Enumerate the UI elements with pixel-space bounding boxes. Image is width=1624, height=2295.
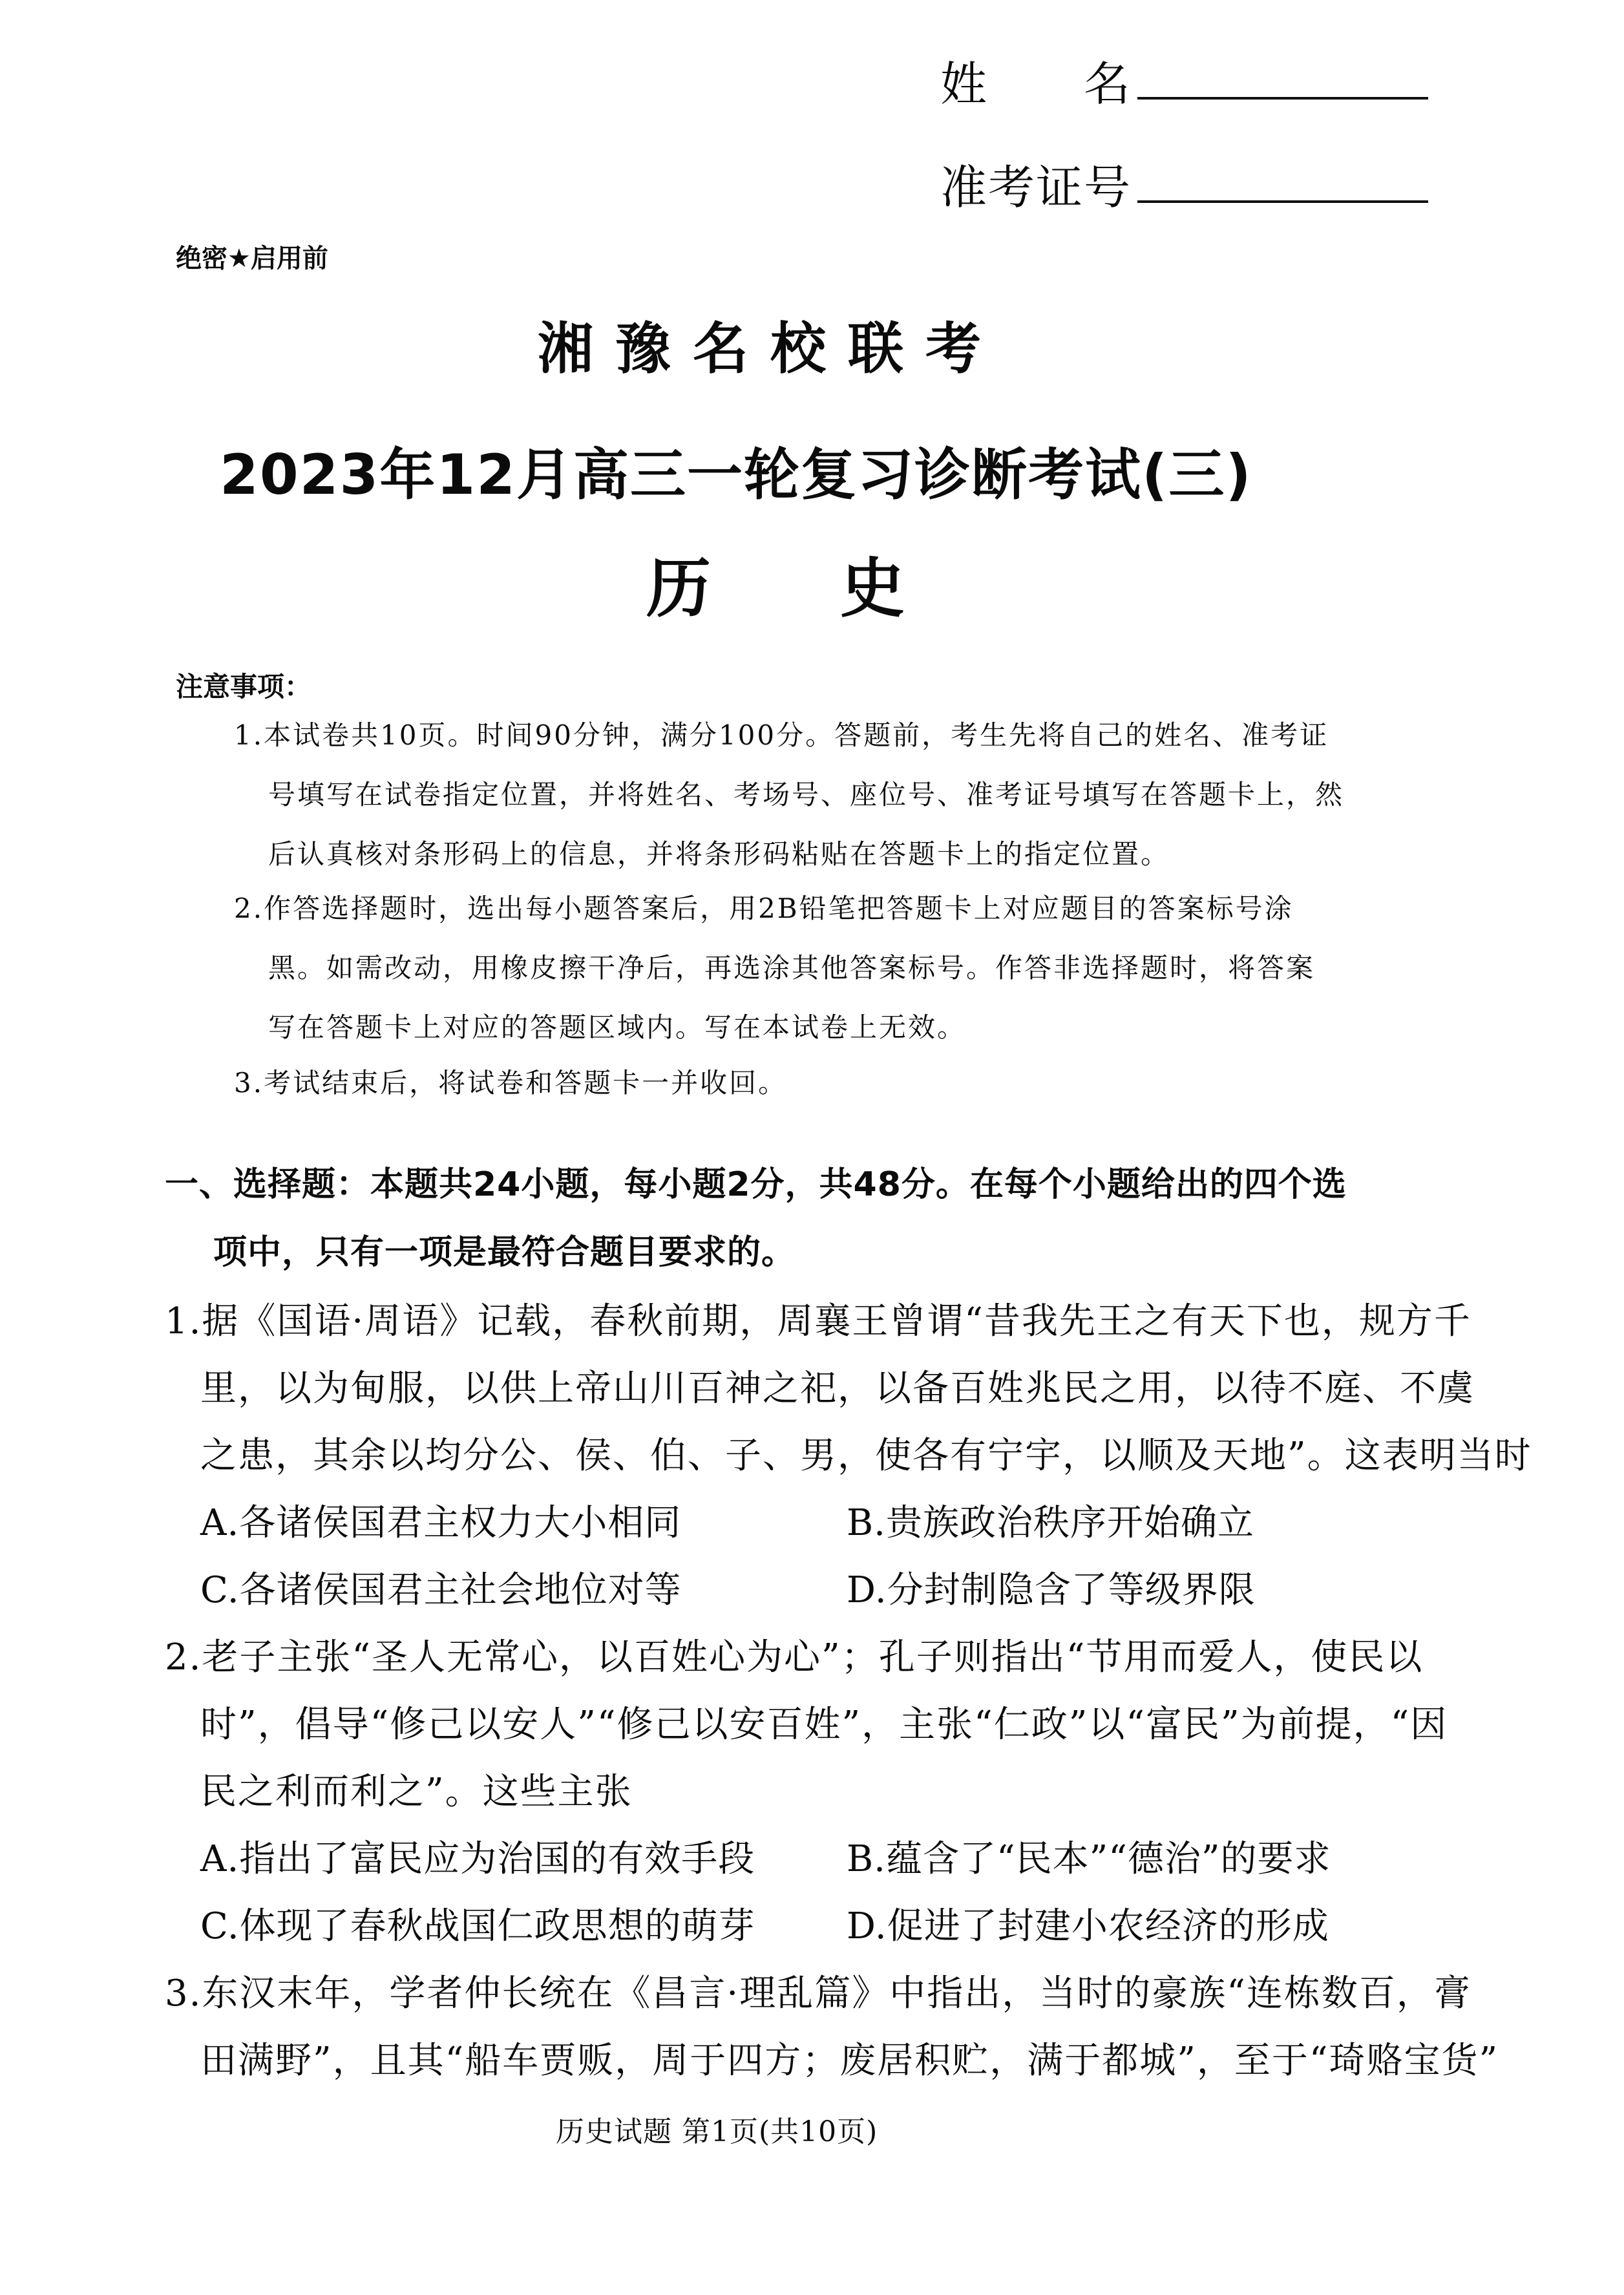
note-line: 后认真核对条形码上的信息，并将条形码粘贴在答题卡上的指定位置。: [268, 838, 1170, 870]
exam-union-title: 湘豫名校联考: [538, 317, 1003, 381]
exam-id-field-line[interactable]: [1137, 200, 1428, 203]
note-line: 号填写在试卷指定位置，并将姓名、考场号、座位号、准考证号填写在答题卡上，然: [268, 779, 1345, 810]
question-3-text: 3.东汉末年，学者仲长统在《昌言·理乱篇》中指出，当时的豪族“连栋数百，膏: [165, 1972, 1471, 2015]
question-1-option-a[interactable]: A.各诸侯国君主权力大小相同: [200, 1502, 682, 1544]
exam-id-label: 准考证号: [940, 160, 1132, 215]
question-3-text: 田满野”，且其“船车贾贩，周于四方；废居积贮，满于都城”，至于“琦赂宝货”: [200, 2040, 1499, 2082]
question-1-option-c[interactable]: C.各诸侯国君主社会地位对等: [200, 1569, 682, 1611]
question-1-option-d[interactable]: D.分封制隐含了等级界限: [847, 1569, 1256, 1611]
note-line: 3.考试结束后，将试卷和答题卡一并收回。: [234, 1067, 788, 1099]
section-heading-cont: 项中，只有一项是最符合题目要求的。: [213, 1233, 796, 1272]
question-2-text: 时”，倡导“修己以安人”“修己以安百姓”，主张“仁政”以“富民”为前提，“因: [200, 1704, 1448, 1746]
note-line: 写在答题卡上对应的答题区域内。写在本试卷上无效。: [268, 1011, 967, 1043]
note-line: 黑。如需改动，用橡皮擦干净后，再选涂其他答案标号。作答非选择题时，将答案: [268, 952, 1316, 984]
page-footer: 历史试题 第1页(共10页): [556, 2115, 878, 2148]
note-line: 1.本试卷共10页。时间90分钟，满分100分。答题前，考生先将自己的姓名、准考证: [234, 719, 1329, 751]
section-heading: 一、选择题：本题共24小题，每小题2分，共48分。在每个小题给出的四个选: [165, 1165, 1347, 1204]
question-2-text: 2.老子主张“圣人无常心，以百姓心为心”；孔子则指出“节用而爱人，使民以: [165, 1636, 1424, 1678]
question-2-option-b[interactable]: B.蕴含了“民本”“德治”的要求: [847, 1838, 1331, 1880]
notes-heading: 注意事项：: [176, 671, 312, 703]
name-label: 姓 名: [940, 57, 1132, 111]
question-1-text: 1.据《国语·周语》记载，春秋前期，周襄王曾谓“昔我先王之有天下也，规方千: [165, 1300, 1471, 1342]
subject-title: 历 史: [646, 551, 905, 626]
question-1-text: 之患，其余以均分公、侯、伯、子、男，使各有宁宇，以顺及天地”。这表明当时: [200, 1435, 1532, 1477]
exam-title: 2023年12月高三一轮复习诊断考试(三): [220, 443, 1252, 507]
question-2-text: 民之利而利之”。这些主张: [200, 1771, 633, 1813]
question-2-option-a[interactable]: A.指出了富民应为治国的有效手段: [200, 1838, 755, 1880]
note-line: 2.作答选择题时，选出每小题答案后，用2B铅笔把答题卡上对应题目的答案标号涂: [234, 893, 1294, 924]
question-1-option-b[interactable]: B.贵族政治秩序开始确立: [847, 1502, 1254, 1544]
question-2-option-d[interactable]: D.促进了封建小农经济的形成: [847, 1905, 1329, 1947]
question-2-option-c[interactable]: C.体现了春秋战国仁政思想的萌芽: [200, 1905, 755, 1947]
name-field-line[interactable]: [1137, 97, 1428, 100]
question-1-text: 里，以为甸服，以供上帝山川百神之祀，以备百姓兆民之用，以待不庭、不虞: [200, 1368, 1475, 1410]
confidential-mark: 绝密★启用前: [176, 244, 328, 273]
